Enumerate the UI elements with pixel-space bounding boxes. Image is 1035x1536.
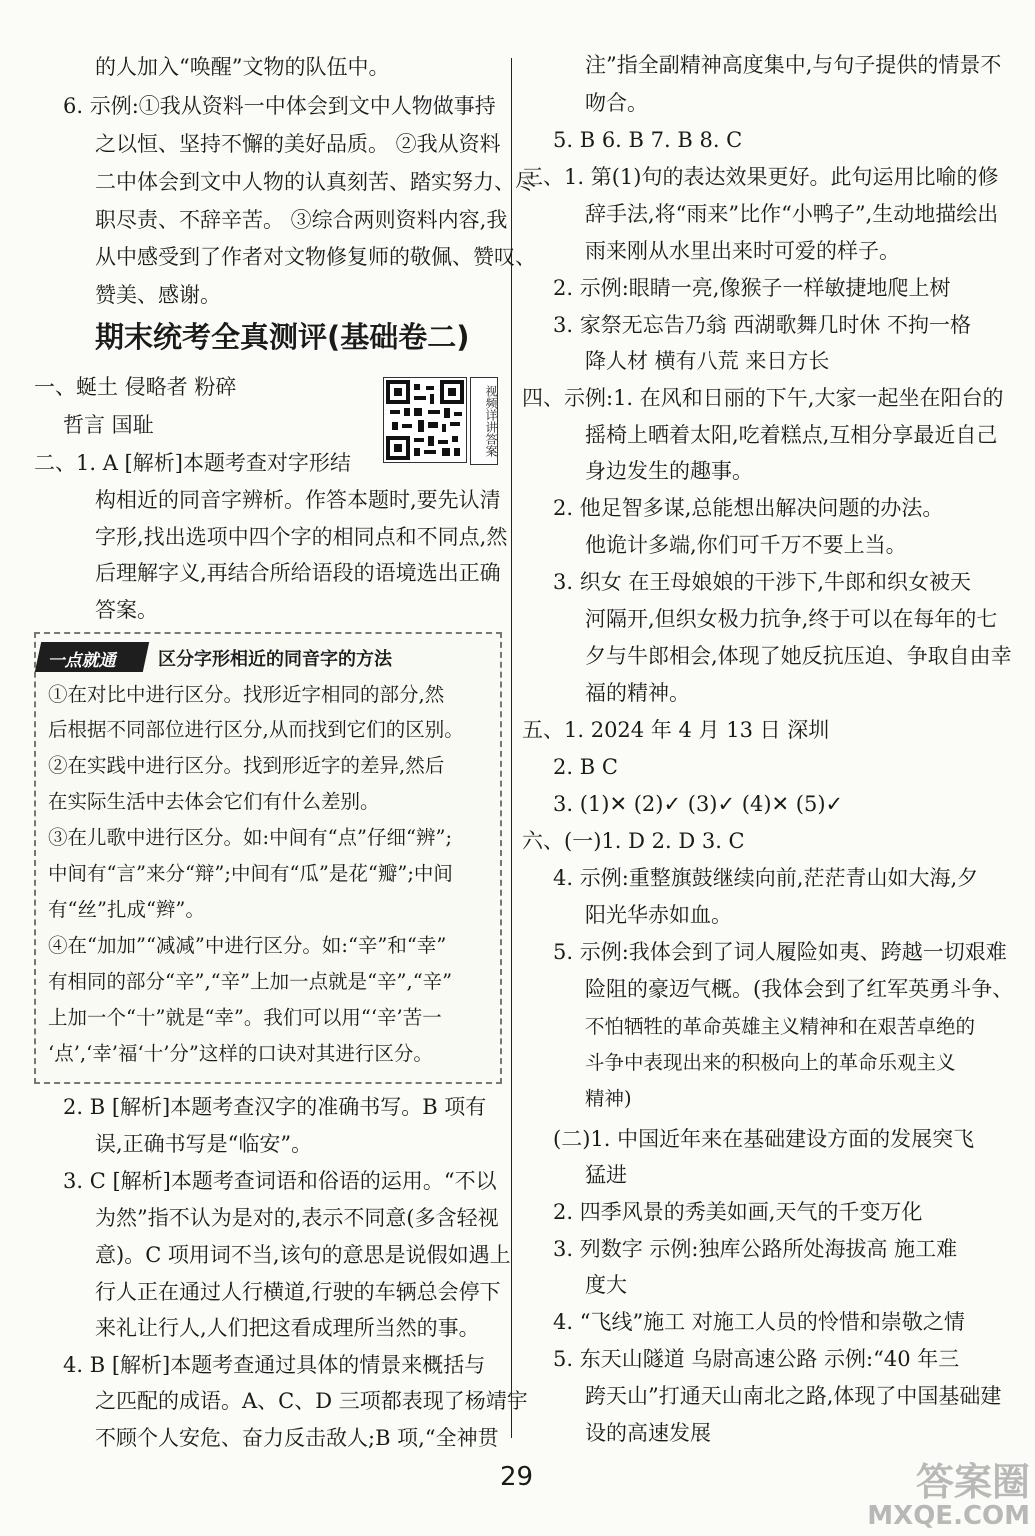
text-line: 不顾个人安危、奋力反击敌人;B 项,“全神贯 [95,1426,499,1450]
text-line: 摇椅上晒着太阳,吃着糕点,互相分享最近自己 [585,423,998,447]
text-line: 哲言 国耻 [63,413,154,437]
text-line: 身边发生的趣事。 [585,459,753,483]
text-line: 降人材 横有八荒 来日方长 [585,349,830,373]
tip-title: 区分字形相近的同音字的方法 [158,649,392,670]
tip-line: ②在实践中进行区分。找到形近字的差异,然后 [48,754,445,777]
text-line: 5. 示例:我体会到了词人履险如夷、跨越一切艰难 [553,940,1007,964]
text-line: 精神) [585,1087,632,1110]
text-line: 一、蜒土 侵略者 粉碎 [34,375,237,399]
text-line: 阳光华赤如血。 [585,903,732,927]
tip-line: 在实际生活中去体会它们有什么差别。 [48,790,380,813]
text-line: 注”指全副精神高度集中,与句子提供的情景不 [585,53,1002,77]
text-line: 不怕牺牲的革命英雄主义精神和在艰苦卓绝的 [585,1015,976,1038]
watermark-url: MXQE.COM [867,1501,1030,1531]
text-line: 度大 [585,1273,627,1297]
tip-badge-label: 一点就通 [47,651,116,671]
tip-badge [35,642,149,672]
text-line: 3. 织女 在王母娘娘的干涉下,牛郎和织女被天 [553,570,972,594]
text-line: 跨天山”打通天山南北之路,体现了中国基础建 [585,1384,1002,1408]
text-line: 赞美、感谢。 [95,283,221,307]
tip-line: ③在儿歌中进行区分。如:中间有“点”仔细“辨”; [48,826,453,849]
text-line: 2. B C [553,755,618,779]
text-line: 他诡计多端,你们可千万不要上当。 [585,533,907,557]
text-line: 行人正在通过人行横道,行驶的车辆总会停下 [95,1280,501,1304]
text-line: 4. 示例:重整旗鼓继续向前,茫茫青山如大海,夕 [553,866,979,890]
text-line: 福的精神。 [585,681,690,705]
qr-label: 视频详讲答案 [470,377,498,465]
tip-line: 中间有“言”来分“辩”;中间有“瓜”是花“瓣”;中间 [48,862,453,885]
text-line: 2. 他足智多谋,总能想出解决问题的办法。 [553,496,944,520]
text-line: 3. 列数字 示例:独库公路所处海拔高 施工难 [553,1237,958,1261]
text-line: 雨来刚从水里出来时可爱的样子。 [585,239,900,263]
text-line: 3. C [解析]本题考查词语和俗语的运用。“不以 [63,1169,497,1193]
text-line: 6. 示例:①我从资料一中体会到文中人物做事持 [63,94,496,118]
page-title: 期末统考全真测评(基础卷二) [95,320,470,354]
text-line: 3. (1)✕ (2)✓ (3)✓ (4)✕ (5)✓ [553,792,844,816]
text-line: 3. 家祭无忘告乃翁 西湖歌舞几时休 不拘一格 [553,313,972,337]
tip-line: ④在“加加”“减减”中进行区分。如:“辛”和“幸” [48,934,447,957]
text-line: 险阻的豪迈气概。(我体会到了红军英勇斗争、 [585,977,1014,1001]
text-line: 三、1. 第(1)句的表达效果更好。此句运用比喻的修 [522,165,999,189]
text-line: 答案。 [95,598,158,622]
text-line: (二)1. 中国近年来在基础建设方面的发展突飞 [553,1127,975,1151]
text-line: 从中感受到了作者对文物修复师的敬佩、赞叹、 [95,245,536,269]
text-line: 来礼让行人,人们把这看成理所当然的事。 [95,1316,480,1340]
text-line: 五、1. 2024 年 4 月 13 日 深圳 [522,718,830,742]
qr-code[interactable] [383,377,467,463]
text-line: 5. 东天山隧道 乌尉高速公路 示例:“40 年三 [553,1347,960,1371]
text-line: 夕与牛郎相会,体现了她反抗压迫、争取自由幸 [585,644,1012,668]
text-line: 二中体会到文中人物的认真刻苦、踏实努力、尽 [95,170,536,194]
watermark-logo [835,1460,1030,1533]
text-line: 2. 示例:眼睛一亮,像猴子一样敏捷地爬上树 [553,276,951,300]
text-line: 之以恒、坚持不懈的美好品质。 ②我从资料 [95,132,501,156]
watermark-top: 答案圈 [915,1460,1030,1504]
text-line: 4. “飞线”施工 对施工人员的怜惜和崇敬之情 [553,1310,965,1334]
text-line: 斗争中表现出来的积极向上的革命乐观主义 [585,1051,956,1074]
text-line: 六、(一)1. D 2. D 3. C [522,829,745,853]
text-line: 字形,找出选项中四个字的相同点和不同点,然 [95,525,508,549]
tip-line: ‘点’,‘幸’福‘十’分”这样的口诀对其进行区分。 [48,1042,433,1065]
tip-line: 有“丝”扎成“辫”。 [48,898,205,921]
text-line: 2. 四季风景的秀美如画,天气的千变万化 [553,1200,923,1224]
text-line: 意)。C 项用词不当,该句的意思是说假如遇上 [95,1243,511,1267]
page-number: 29 [500,1462,534,1492]
text-line: 设的高速发展 [585,1421,711,1445]
text-line: 的人加入“唤醒”文物的队伍中。 [95,55,390,79]
text-line: 猛进 [585,1163,627,1187]
tip-line: ①在对比中进行区分。找形近字相同的部分,然 [48,683,445,706]
text-line: 5. B 6. B 7. B 8. C [553,128,743,152]
text-line: 吻合。 [585,91,648,115]
text-line: 河隔开,但织女极力抗争,终于可以在每年的七 [585,607,998,631]
text-line: 四、示例:1. 在风和日丽的下午,大家一起坐在阳台的 [522,386,1004,410]
tip-line: 上加一个“十”就是“幸”。我们可以用“‘辛’苦一 [48,1006,442,1029]
text-line: 二、1. A [解析]本题考查对字形结 [34,451,351,475]
tip-line: 后根据不同部位进行区分,从而找到它们的区别。 [48,718,464,741]
text-line: 误,正确书写是“临安”。 [95,1132,313,1156]
text-line: 后理解字义,再结合所给语段的语境选出正确 [95,561,501,585]
tip-line: 有相同的部分“辛”,“辛”上加一点就是“辛”,“辛” [48,970,453,993]
text-line: 为然”指不认为是对的,表示不同意(多含轻视 [95,1206,499,1230]
text-line: 构相近的同音字辨析。作答本题时,要先认清 [95,488,501,512]
text-line: 4. B [解析]本题考查通过具体的情景来概括与 [63,1353,486,1377]
text-line: 辞手法,将“雨来”比作“小鸭子”,生动地描绘出 [585,202,999,226]
text-line: 之匹配的成语。A、C、D 三项都表现了杨靖宇 [95,1389,528,1413]
text-line: 2. B [解析]本题考查汉字的准确书写。B 项有 [63,1095,487,1119]
text-line: 职尽责、不辞辛苦。 ③综合两则资料内容,我 [95,208,508,232]
